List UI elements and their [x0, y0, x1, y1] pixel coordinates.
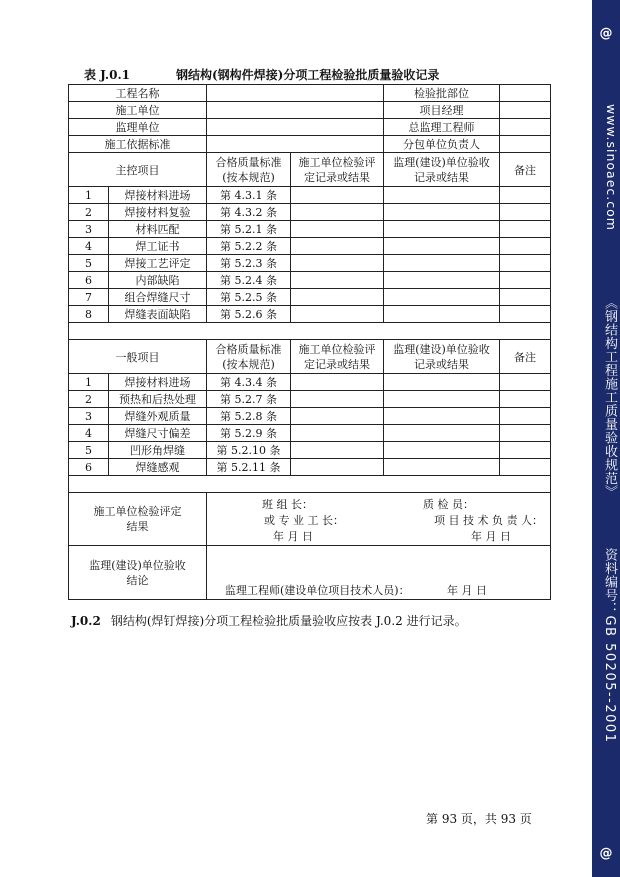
main-item-row	[69, 272, 551, 289]
contractor-result-cell[interactable]	[291, 289, 384, 306]
note-text: 钢结构(焊钉焊接)分项工程检验批质量验收应按表 J.0.2 进行记录。	[110, 614, 467, 628]
contractor-result-cell[interactable]	[291, 272, 384, 289]
remarks-cell[interactable]	[500, 238, 551, 255]
general-item-row	[69, 442, 551, 459]
supervisor-sign-area	[207, 546, 551, 600]
general-item-row	[69, 408, 551, 425]
contractor-result-cell[interactable]	[291, 255, 384, 272]
contractor-result-cell[interactable]	[291, 306, 384, 323]
inspection-record-table	[68, 84, 551, 600]
info-label: 施工依据标准	[69, 136, 207, 153]
contractor-date-left: 年 月 日	[273, 530, 313, 543]
info-label: 项目经理	[384, 102, 500, 119]
item-clause: 第 5.2.9 条	[207, 425, 291, 442]
item-number: 8	[69, 306, 109, 323]
supervisor-result-cell[interactable]	[384, 272, 500, 289]
remarks-header: 备注	[500, 340, 551, 374]
main-item-row	[69, 238, 551, 255]
remarks-cell[interactable]	[500, 187, 551, 204]
sidebar-banner	[592, 0, 620, 877]
supervisor-result-cell[interactable]	[384, 221, 500, 238]
remarks-cell[interactable]	[500, 289, 551, 306]
item-name: 焊缝尺寸偏差	[109, 425, 207, 442]
contractor-result-cell[interactable]	[291, 374, 384, 391]
info-value	[500, 136, 551, 153]
item-name: 焊缝外观质量	[109, 408, 207, 425]
remarks-cell[interactable]	[500, 374, 551, 391]
general-item-row	[69, 425, 551, 442]
item-number: 3	[69, 221, 109, 238]
supervisor-result-header: 监理(建设)单位验收 记录或结果	[384, 153, 500, 187]
info-value	[207, 136, 384, 153]
item-clause: 第 5.2.7 条	[207, 391, 291, 408]
standard-header: 合格质量标准 (按本规范)	[207, 153, 291, 187]
item-name: 预热和后热处理	[109, 391, 207, 408]
item-name: 焊工证书	[109, 238, 207, 255]
sidebar-book-title: 《钢结构工程施工质量验收规范》	[602, 296, 617, 499]
page-number: 第 93 页，共 93 页	[426, 812, 532, 826]
item-number: 5	[69, 442, 109, 459]
table-number: 表 J.0.1	[84, 68, 130, 82]
supervisor-sign-box	[207, 548, 550, 598]
main-item-row	[69, 187, 551, 204]
contractor-result-header: 施工单位检验评 定记录或结果	[291, 153, 384, 187]
item-number: 3	[69, 408, 109, 425]
inspector-label: 质 检 员：	[423, 498, 474, 511]
item-clause: 第 5.2.6 条	[207, 306, 291, 323]
tech-lead-label: 项 目 技 术 负 责 人：	[434, 514, 543, 527]
main-item-row	[69, 204, 551, 221]
supervisor-result-header: 监理(建设)单位验收 记录或结果	[384, 340, 500, 374]
remarks-cell[interactable]	[500, 442, 551, 459]
info-label: 工程名称	[69, 85, 207, 102]
supervisor-date: 年 月 日	[447, 583, 487, 597]
remarks-header: 备注	[500, 153, 551, 187]
supervisor-result-cell[interactable]	[384, 255, 500, 272]
item-clause: 第 4.3.4 条	[207, 374, 291, 391]
blank-row	[69, 323, 551, 340]
general-items-title: 一般项目	[69, 340, 207, 374]
contractor-result-header: 施工单位检验评 定记录或结果	[291, 340, 384, 374]
info-value	[207, 102, 384, 119]
general-item-row	[69, 374, 551, 391]
contractor-result-cell[interactable]	[291, 425, 384, 442]
remarks-cell[interactable]	[500, 306, 551, 323]
info-label: 监理单位	[69, 119, 207, 136]
info-value	[207, 85, 384, 102]
contractor-sign-box	[207, 494, 550, 544]
item-number: 5	[69, 255, 109, 272]
contractor-sign-area	[207, 493, 551, 546]
remarks-cell[interactable]	[500, 425, 551, 442]
info-row	[69, 119, 551, 136]
main-items-title: 主控项目	[69, 153, 207, 187]
supervisor-result-cell[interactable]	[384, 306, 500, 323]
contractor-result-cell[interactable]	[291, 221, 384, 238]
supervisor-result-cell[interactable]	[384, 442, 500, 459]
supervisor-result-cell[interactable]	[384, 204, 500, 221]
item-name: 内部缺陷	[109, 272, 207, 289]
item-number: 6	[69, 272, 109, 289]
note-number: J.0.2	[71, 614, 101, 628]
info-value	[500, 102, 551, 119]
supervisor-label: 监理工程师(建设单位项目技术人员)：	[225, 583, 410, 597]
supervisor-sign-label: 监理(建设)单位验收 结论	[69, 546, 207, 600]
info-label: 分包单位负责人	[384, 136, 500, 153]
general-item-row	[69, 459, 551, 476]
table-title: 钢结构(钢构件焊接)分项工程检验批质量验收记录	[176, 68, 440, 82]
table-body	[69, 85, 551, 600]
remarks-cell[interactable]	[500, 221, 551, 238]
info-value	[500, 119, 551, 136]
info-row	[69, 85, 551, 102]
item-name: 材料匹配	[109, 221, 207, 238]
standard-header: 合格质量标准 (按本规范)	[207, 340, 291, 374]
main-item-row	[69, 255, 551, 272]
item-number: 1	[69, 374, 109, 391]
item-number: 4	[69, 238, 109, 255]
item-number: 2	[69, 391, 109, 408]
sidebar-code-value: GB 50205--2001	[602, 615, 617, 744]
team-leader-label: 班 组 长：	[262, 498, 313, 511]
item-name: 焊缝表面缺陷	[109, 306, 207, 323]
info-label: 施工单位	[69, 102, 207, 119]
remarks-cell[interactable]	[500, 204, 551, 221]
main-item-row	[69, 221, 551, 238]
contractor-result-cell[interactable]	[291, 238, 384, 255]
item-clause: 第 5.2.5 条	[207, 289, 291, 306]
item-clause: 第 5.2.11 条	[207, 459, 291, 476]
info-value	[207, 119, 384, 136]
supervisor-result-cell[interactable]	[384, 374, 500, 391]
sidebar-url: www.sinoaec.com	[604, 104, 619, 231]
contractor-result-cell[interactable]	[291, 442, 384, 459]
supervisor-result-cell[interactable]	[384, 459, 500, 476]
item-clause: 第 5.2.10 条	[207, 442, 291, 459]
supervisor-result-cell[interactable]	[384, 425, 500, 442]
item-number: 2	[69, 204, 109, 221]
remarks-cell[interactable]	[500, 408, 551, 425]
specialist-label: 或 专 业 工 长：	[264, 514, 344, 527]
item-name: 焊缝感观	[109, 459, 207, 476]
item-number: 6	[69, 459, 109, 476]
item-number: 1	[69, 187, 109, 204]
remarks-cell[interactable]	[500, 391, 551, 408]
main-item-row	[69, 306, 551, 323]
item-clause: 第 5.2.1 条	[207, 221, 291, 238]
contractor-result-cell[interactable]	[291, 204, 384, 221]
item-name: 焊接材料进场	[109, 187, 207, 204]
general-item-row	[69, 391, 551, 408]
contractor-result-cell[interactable]	[291, 187, 384, 204]
item-number: 4	[69, 425, 109, 442]
item-clause: 第 5.2.4 条	[207, 272, 291, 289]
info-label: 检验批部位	[384, 85, 500, 102]
item-name: 凹形角焊缝	[109, 442, 207, 459]
sidebar-code	[593, 548, 619, 743]
contractor-date-right: 年 月 日	[471, 530, 511, 543]
item-name: 焊接材料进场	[109, 374, 207, 391]
sidebar-at-bottom: @	[599, 846, 613, 861]
remarks-cell[interactable]	[500, 255, 551, 272]
item-clause: 第 4.3.1 条	[207, 187, 291, 204]
contractor-sign-row	[69, 493, 551, 546]
supervisor-result-cell[interactable]	[384, 187, 500, 204]
item-name: 组合焊缝尺寸	[109, 289, 207, 306]
item-clause: 第 5.2.3 条	[207, 255, 291, 272]
contractor-result-cell[interactable]	[291, 391, 384, 408]
supervisor-result-cell[interactable]	[384, 238, 500, 255]
item-number: 7	[69, 289, 109, 306]
table-caption	[84, 66, 554, 84]
blank-row	[69, 476, 551, 493]
sidebar-code-label: 资料编号：	[602, 548, 617, 616]
contractor-result-cell[interactable]	[291, 408, 384, 425]
sidebar-at-top: @	[599, 26, 613, 41]
item-name: 焊接材料复验	[109, 204, 207, 221]
supervisor-result-cell[interactable]	[384, 289, 500, 306]
contractor-result-cell[interactable]	[291, 459, 384, 476]
info-row	[69, 102, 551, 119]
info-label: 总监理工程师	[384, 119, 500, 136]
item-clause: 第 5.2.2 条	[207, 238, 291, 255]
info-value	[500, 85, 551, 102]
general-items-header	[69, 340, 551, 374]
main-item-row	[69, 289, 551, 306]
supervisor-result-cell[interactable]	[384, 391, 500, 408]
supervisor-result-cell[interactable]	[384, 408, 500, 425]
contractor-sign-label: 施工单位检验评定 结果	[69, 493, 207, 546]
remarks-cell[interactable]	[500, 459, 551, 476]
item-clause: 第 4.3.2 条	[207, 204, 291, 221]
next-table-note	[71, 612, 467, 629]
item-clause: 第 5.2.8 条	[207, 408, 291, 425]
info-row	[69, 136, 551, 153]
main-items-header	[69, 153, 551, 187]
item-name: 焊接工艺评定	[109, 255, 207, 272]
supervisor-sign-row	[69, 546, 551, 600]
remarks-cell[interactable]	[500, 272, 551, 289]
